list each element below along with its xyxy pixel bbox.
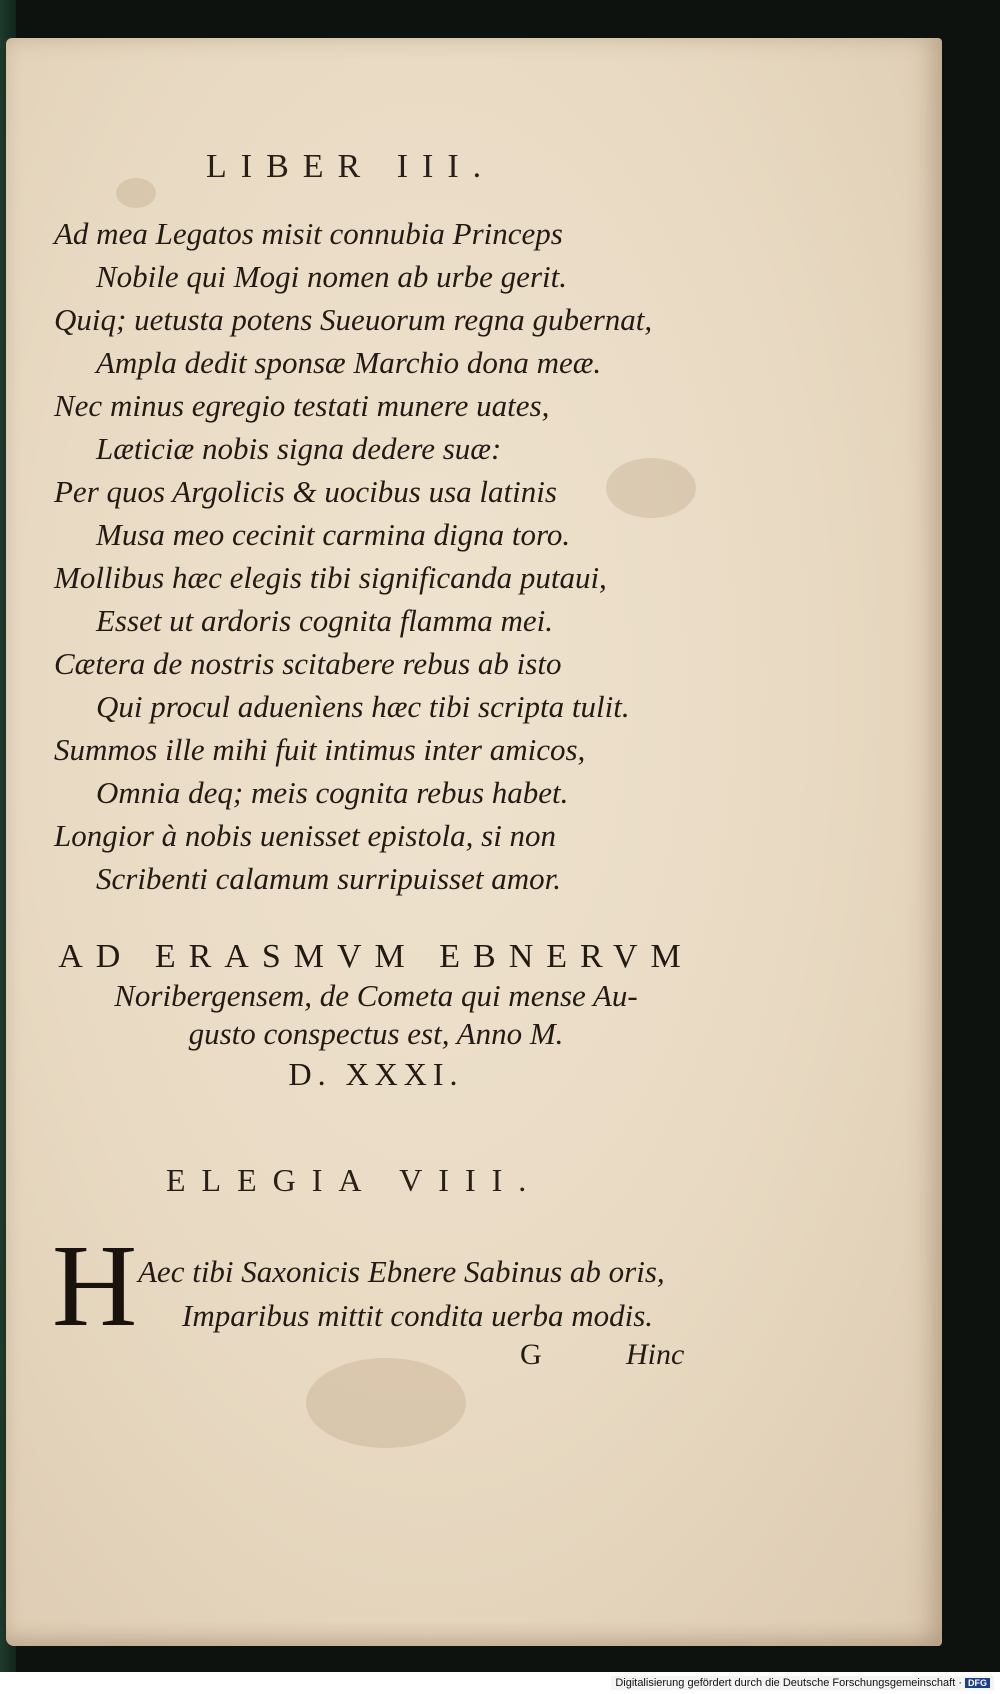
verse-line: Longior à nobis uenisset epistola, si non xyxy=(54,818,557,853)
drop-capital: H xyxy=(52,1220,138,1351)
book-page xyxy=(6,38,942,1646)
verse-line: Nobile qui Mogi nomen ab urbe gerit. xyxy=(96,259,567,294)
verse-line: Musa meo cecinit carmina digna toro. xyxy=(96,517,571,552)
paper-stain xyxy=(116,178,156,208)
running-header: LIBER III. xyxy=(206,148,496,185)
funding-notice xyxy=(611,1676,994,1690)
elegia-heading: ELEGIA VIII. xyxy=(166,1162,543,1198)
verse-line: Quiq; uetusta potens Sueuorum regna gubernat, xyxy=(54,302,653,337)
verse-line: Summos ille mihi fuit intimus inter amicos, xyxy=(54,732,586,767)
title-line-4: D. XXXI. xyxy=(288,1056,464,1092)
poem-title xyxy=(46,938,706,1093)
paper-stain xyxy=(306,1358,466,1448)
title-line-2: Noribergensem, de Cometa qui mense Au- xyxy=(114,978,638,1013)
funding-text: Digitalisierung gefördert durch die Deutsche Forschungsgemeinschaft · xyxy=(615,1677,962,1689)
signature-mark: G xyxy=(520,1338,542,1371)
verse-line: Ampla dedit sponsæ Marchio dona meæ. xyxy=(96,345,602,380)
opening-line-2: Imparibus mittit condita uerba modis. xyxy=(182,1298,654,1333)
verse-line: Nec minus egregio testati munere uates, xyxy=(54,388,550,423)
title-line-1: AD ERASMVM EBNERVM xyxy=(58,938,694,975)
dfg-logo: DFG xyxy=(965,1678,990,1688)
verse-line: Mollibus hæc elegis tibi significanda putaui, xyxy=(54,560,607,595)
verse-line: Ad mea Legatos misit connubia Princeps xyxy=(54,216,563,251)
verse-line: Cætera de nostris scitabere rebus ab isto xyxy=(54,646,562,681)
opening-line-1: Aec tibi Saxonicis Ebnere Sabinus ab oris, xyxy=(138,1254,665,1289)
verse-line: Qui procul aduenìens hæc tibi scripta tulit. xyxy=(96,689,630,724)
verse-line: Per quos Argolicis & uocibus usa latinis xyxy=(54,474,557,509)
title-line-3: gusto conspectus est, Anno M. xyxy=(188,1016,564,1051)
paper-stain xyxy=(606,458,696,518)
verse-line: Omnia deq; meis cognita rebus habet. xyxy=(96,775,569,810)
verse-line: Scribenti calamum surripuisset amor. xyxy=(96,861,561,896)
verse-line: Esset ut ardoris cognita flamma mei. xyxy=(96,603,553,638)
verse-line: Læticiæ nobis signa dedere suæ: xyxy=(96,431,502,466)
catchword: Hinc xyxy=(626,1338,685,1371)
